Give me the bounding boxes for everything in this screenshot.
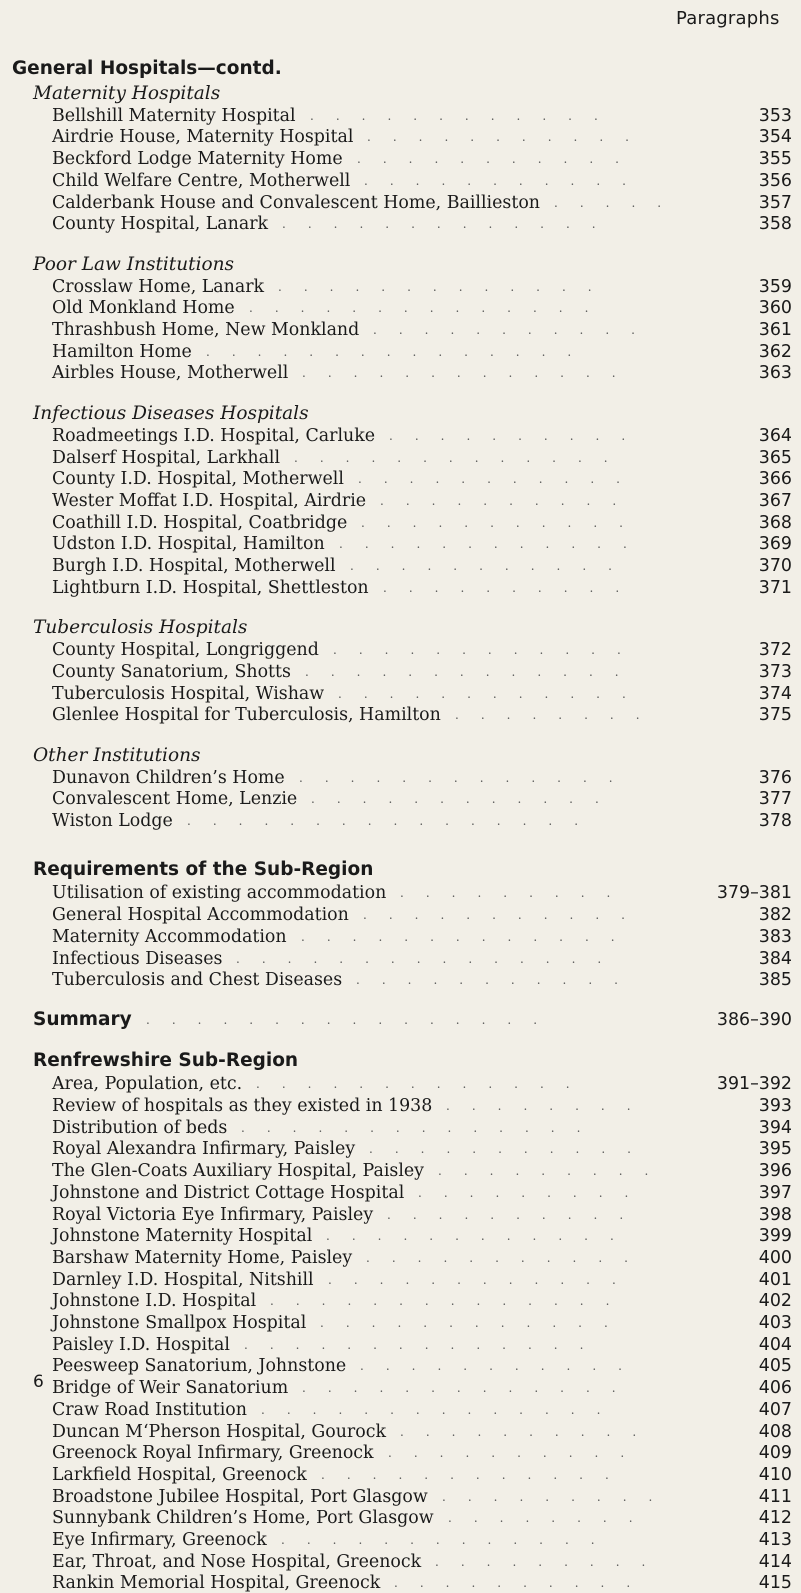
entry-label: Tuberculosis and Chest Diseases xyxy=(52,970,343,991)
leader-dots: .......... xyxy=(394,1576,653,1591)
leader-dots: .......... xyxy=(380,493,639,508)
leader-dots: ................ xyxy=(146,1012,560,1027)
entry-label: Wiston Lodge xyxy=(52,811,173,831)
entry-row xyxy=(52,1205,792,1225)
entry-label: General Hospital Accommodation xyxy=(52,905,349,926)
paragraph-number: 403 xyxy=(758,1313,792,1333)
entry-row xyxy=(52,448,792,468)
entry-row xyxy=(52,171,792,191)
entry-label: Udston I.D. Hospital, Hamilton xyxy=(52,534,325,555)
leader-dots: ........... xyxy=(364,173,648,188)
entry-label: Greenock Royal Infirmary, Greenock xyxy=(52,1443,374,1464)
paragraph-number: 374 xyxy=(758,683,792,704)
paragraph-number: 384 xyxy=(758,948,792,969)
paragraph-number: 363 xyxy=(758,363,792,384)
paragraph-number: 397 xyxy=(758,1182,792,1203)
heading-requirements: Requirements of the Sub-Region xyxy=(33,858,374,880)
entry-label: Crosslaw Home, Lanark xyxy=(52,276,265,297)
entry-label: Bridge of Weir Sanatorium xyxy=(52,1378,289,1399)
leader-dots: ............ xyxy=(320,1316,630,1330)
entry-label: Hamilton Home xyxy=(52,341,192,362)
entry-row xyxy=(52,127,792,147)
entry-label: Maternity Accommodation xyxy=(52,926,287,947)
entry-row xyxy=(52,1161,792,1181)
entry-label: The Glen-Coats Auxiliary Hospital, Paisley xyxy=(52,1161,424,1182)
leader-dots: ........... xyxy=(356,973,640,988)
paragraph-number: 373 xyxy=(758,661,792,682)
entry-label: Craw Road Institution xyxy=(52,1399,247,1420)
entry-label: Coathill I.D. Hospital, Coatbridge xyxy=(52,512,348,533)
entry-row xyxy=(52,1552,792,1572)
leader-dots: ......... xyxy=(442,1489,675,1504)
entry-row xyxy=(52,1291,792,1311)
leader-dots: ......... xyxy=(400,886,633,901)
leader-dots: ............ xyxy=(310,108,620,123)
paragraph-number: 393 xyxy=(758,1096,792,1116)
entry-row xyxy=(52,705,792,725)
paragraph-number: 366 xyxy=(758,469,792,490)
leader-dots: ............. xyxy=(294,450,630,465)
page-heading xyxy=(12,58,282,79)
entry-row xyxy=(52,1356,792,1376)
leader-dots: ........... xyxy=(361,515,645,530)
leader-dots: .............. xyxy=(261,1402,623,1417)
paragraph-number: 358 xyxy=(758,214,792,235)
paragraph-number: 407 xyxy=(758,1399,792,1420)
leader-dots: ............. xyxy=(256,1077,592,1092)
paragraph-number: 401 xyxy=(758,1269,792,1290)
paragraph-number: 365 xyxy=(758,447,792,468)
paragraph-number: 375 xyxy=(758,705,792,726)
paragraph-number: 395 xyxy=(758,1139,792,1160)
entry-row xyxy=(52,1443,792,1463)
leader-dots: .............. xyxy=(270,1294,632,1309)
paragraph-number: 377 xyxy=(758,789,792,810)
leader-dots: .............. xyxy=(241,1120,603,1135)
entry-label: Infectious Diseases xyxy=(52,948,223,969)
entry-label: Roadmeetings I.D. Hospital, Carluke xyxy=(52,425,376,446)
paragraph-number: 414 xyxy=(758,1551,792,1572)
paragraph-number: 396 xyxy=(758,1161,792,1182)
paragraph-number: 354 xyxy=(758,127,792,148)
paragraph-number: 398 xyxy=(758,1204,792,1225)
paragraph-number: 391–392 xyxy=(716,1074,792,1095)
leader-dots: ............ xyxy=(339,537,649,552)
entry-label: Peesweep Sanatorium, Johnstone xyxy=(52,1356,347,1377)
entry-label: County Sanatorium, Shotts xyxy=(52,661,291,682)
paragraph-number: 408 xyxy=(758,1421,792,1442)
entry-row xyxy=(52,106,792,126)
entry-row xyxy=(52,513,792,533)
entry-label: County Hospital, Longriggend xyxy=(52,640,319,661)
leader-dots: .............. xyxy=(249,301,611,316)
paragraph-number: 410 xyxy=(758,1464,792,1485)
entry-label: Tuberculosis Hospital, Wishaw xyxy=(52,683,325,704)
entry-row xyxy=(52,1226,792,1246)
entry-row xyxy=(52,1422,792,1442)
entry-row xyxy=(52,927,792,947)
entry-row xyxy=(52,1270,792,1290)
leader-dots: .......... xyxy=(383,580,642,595)
leader-dots: ............. xyxy=(282,217,618,232)
leader-dots: ................ xyxy=(187,814,601,828)
entry-row xyxy=(52,1139,792,1159)
entry-label: Larkfield Hospital, Greenock xyxy=(52,1464,307,1485)
entry-row xyxy=(52,1378,792,1398)
leader-dots: ........... xyxy=(366,1250,650,1265)
entry-label: Burgh I.D. Hospital, Motherwell xyxy=(52,556,336,576)
entry-label: Royal Alexandra Infirmary, Paisley xyxy=(52,1139,356,1160)
entry-label: Glenlee Hospital for Tuberculosis, Hamilton xyxy=(52,705,441,726)
paragraph-number: 406 xyxy=(758,1378,792,1399)
paragraph-number: 371 xyxy=(758,577,792,598)
entry-row xyxy=(52,1096,792,1116)
paragraph-number: 361 xyxy=(758,320,792,340)
entry-label: Airbles House, Motherwell xyxy=(52,363,289,384)
paragraph-number: 385 xyxy=(758,970,792,991)
entry-row xyxy=(52,1118,792,1138)
entry-row xyxy=(52,1573,792,1593)
paragraph-number: 394 xyxy=(758,1117,792,1138)
leader-dots: .............. xyxy=(244,1337,606,1352)
leader-dots: ............. xyxy=(278,279,614,294)
leader-dots: ........... xyxy=(358,472,642,487)
leader-dots: ............ xyxy=(328,1272,638,1287)
paragraph-number: 386–390 xyxy=(716,1009,792,1030)
entry-label: Rankin Memorial Hospital, Greenock xyxy=(52,1573,381,1593)
paragraph-number: 399 xyxy=(758,1226,792,1247)
entry-label: Summary xyxy=(33,1008,132,1030)
page-heading-text: General Hospitals—contd. xyxy=(12,58,282,79)
leader-dots: ........... xyxy=(357,152,641,167)
entry-label: Child Welfare Centre, Motherwell xyxy=(52,170,351,191)
heading-renfrewshire: Renfrewshire Sub-Region xyxy=(33,1049,299,1071)
entry-label: Johnstone I.D. Hospital xyxy=(52,1291,257,1312)
leader-dots: ........ xyxy=(455,708,662,723)
entry-row xyxy=(52,426,792,446)
leader-dots: ............. xyxy=(281,1533,617,1547)
leader-dots: ........... xyxy=(350,559,634,573)
leader-dots: ............... xyxy=(206,344,594,359)
page-number: 6 xyxy=(33,1372,44,1392)
leader-dots: ........... xyxy=(369,1142,653,1157)
entry-label: Johnstone Smallpox Hospital xyxy=(52,1313,307,1333)
leader-dots: ............. xyxy=(302,366,638,381)
entry-row xyxy=(52,556,792,576)
leader-dots: ............ xyxy=(338,686,648,701)
entry-label: Beckford Lodge Maternity Home xyxy=(52,149,343,170)
paragraph-number: 370 xyxy=(758,556,792,576)
leader-dots: ............ xyxy=(311,792,621,807)
entry-row xyxy=(52,193,792,213)
entry-row xyxy=(52,1183,792,1203)
paragraph-number: 362 xyxy=(758,341,792,362)
paragraph-number: 360 xyxy=(758,298,792,319)
leader-dots: .......... xyxy=(400,1424,659,1439)
entry-row xyxy=(52,1465,792,1485)
paragraph-number: 368 xyxy=(758,512,792,533)
entry-row xyxy=(52,363,792,383)
entry-row xyxy=(52,277,792,297)
entry-row xyxy=(52,1400,792,1420)
entry-label: Utilisation of existing accommodation xyxy=(52,883,387,904)
entry-row xyxy=(52,1487,792,1507)
entry-row xyxy=(52,534,792,554)
column-header-paragraphs: Paragraphs xyxy=(676,8,780,29)
leader-dots: ............ xyxy=(321,1467,631,1482)
paragraph-number: 402 xyxy=(758,1291,792,1312)
paragraph-number: 383 xyxy=(758,926,792,947)
paragraph-number: 357 xyxy=(758,192,792,213)
subheading-poor-law: Poor Law Institutions xyxy=(33,253,235,275)
entry-row xyxy=(52,491,792,511)
leader-dots: ............. xyxy=(302,1381,638,1396)
paragraph-number: 415 xyxy=(758,1573,792,1593)
entry-label: Darnley I.D. Hospital, Nitshill xyxy=(52,1269,314,1290)
paragraph-number: 409 xyxy=(758,1443,792,1464)
entry-label: Johnstone and District Cottage Hospital xyxy=(52,1182,405,1203)
leader-dots: ......... xyxy=(438,1164,671,1179)
leader-dots: ........... xyxy=(367,130,651,145)
entry-label: Calderbank House and Convalescent Home, Baillieston xyxy=(52,192,540,213)
leader-dots: ........ xyxy=(446,1099,653,1113)
entry-label: Royal Victoria Eye Infirmary, Paisley xyxy=(52,1204,374,1225)
entry-row xyxy=(52,811,792,831)
subheading-tuberculosis: Tuberculosis Hospitals xyxy=(33,617,248,639)
paragraph-number: 379–381 xyxy=(716,883,792,904)
entry-row xyxy=(52,1074,792,1094)
entry-label: Wester Moffat I.D. Hospital, Airdrie xyxy=(52,490,367,511)
entry-label: Review of hospitals as they existed in 1938 xyxy=(52,1096,433,1116)
leader-dots: ............... xyxy=(236,951,624,966)
leader-dots: ............. xyxy=(301,929,637,944)
entry-label: Duncan M‘Pherson Hospital, Gourock xyxy=(52,1421,386,1442)
entry-label: Ear, Throat, and Nose Hospital, Greenock xyxy=(52,1551,422,1572)
paragraph-number: 400 xyxy=(758,1247,792,1268)
summary-row xyxy=(33,1010,792,1030)
leader-dots: ........... xyxy=(373,323,657,337)
paragraph-number: 369 xyxy=(758,534,792,555)
entry-row xyxy=(52,320,792,340)
entry-label: Airdrie House, Maternity Hospital xyxy=(52,127,354,148)
entry-row xyxy=(52,883,792,903)
subheading-other: Other Institutions xyxy=(33,744,201,766)
leader-dots: .......... xyxy=(387,1207,646,1222)
entry-row xyxy=(52,342,792,362)
paragraph-number: 353 xyxy=(758,105,792,126)
entry-row xyxy=(52,768,792,788)
entry-label: Eye Infirmary, Greenock xyxy=(52,1530,267,1550)
entry-label: Dunavon Children’s Home xyxy=(52,767,285,788)
entry-row xyxy=(52,640,792,660)
leader-dots: .......... xyxy=(389,428,648,443)
entry-row xyxy=(52,214,792,234)
entry-label: Convalescent Home, Lenzie xyxy=(52,789,298,810)
paragraph-number: 359 xyxy=(758,276,792,297)
entry-label: Old Monkland Home xyxy=(52,298,235,319)
paragraph-number: 378 xyxy=(758,811,792,831)
paragraph-number: 376 xyxy=(758,767,792,788)
paragraph-number: 404 xyxy=(758,1334,792,1355)
leader-dots: ........ xyxy=(448,1511,655,1526)
leader-dots: ............. xyxy=(305,664,641,679)
entry-label: Lightburn I.D. Hospital, Shettleston xyxy=(52,577,369,598)
entry-row xyxy=(52,1248,792,1268)
leader-dots: ............ xyxy=(326,1229,636,1244)
entry-row xyxy=(52,578,792,598)
entry-label: County Hospital, Lanark xyxy=(52,214,269,235)
paragraph-number: 364 xyxy=(758,425,792,446)
leader-dots: ............ xyxy=(333,643,643,658)
paragraph-number: 413 xyxy=(758,1530,792,1550)
paragraph-number: 372 xyxy=(758,640,792,661)
leader-dots: ......... xyxy=(435,1554,668,1569)
leader-dots: ............. xyxy=(299,770,635,785)
leader-dots: ........... xyxy=(360,1359,644,1374)
subheading-maternity: Maternity Hospitals xyxy=(33,83,221,104)
entry-label: Broadstone Jubilee Hospital, Port Glasgow xyxy=(52,1486,428,1507)
entry-row xyxy=(52,970,792,990)
entry-row xyxy=(52,469,792,489)
paragraph-number: 405 xyxy=(758,1356,792,1377)
entry-row xyxy=(52,684,792,704)
entry-label: Thrashbush Home, New Monkland xyxy=(52,320,360,340)
entry-label: Johnstone Maternity Hospital xyxy=(52,1226,313,1247)
entry-row xyxy=(52,1335,792,1355)
entry-row xyxy=(52,149,792,169)
entry-row xyxy=(52,1530,792,1550)
entry-label: Area, Population, etc. xyxy=(52,1074,243,1095)
leader-dots: ......... xyxy=(418,1185,651,1200)
entry-row xyxy=(52,298,792,318)
entry-label: County I.D. Hospital, Motherwell xyxy=(52,469,344,490)
entry-label: Distribution of beds xyxy=(52,1117,228,1138)
leader-dots: ........... xyxy=(363,908,647,923)
entry-row xyxy=(52,662,792,682)
entry-row xyxy=(52,949,792,969)
entry-row xyxy=(52,1313,792,1333)
paragraph-number: 412 xyxy=(758,1508,792,1529)
entry-row xyxy=(52,905,792,925)
entry-label: Paisley I.D. Hospital xyxy=(52,1334,230,1355)
subheading-infectious: Infectious Diseases Hospitals xyxy=(33,403,309,425)
paragraph-number: 356 xyxy=(758,170,792,191)
entry-label: Dalserf Hospital, Larkhall xyxy=(52,447,281,468)
entry-row xyxy=(52,789,792,809)
paragraph-number: 367 xyxy=(758,490,792,511)
leader-dots: .......... xyxy=(388,1446,647,1461)
entry-label: Sunnybank Children’s Home, Port Glasgow xyxy=(52,1508,434,1529)
paragraph-number: 382 xyxy=(758,905,792,926)
entry-label: Barshaw Maternity Home, Paisley xyxy=(52,1247,353,1268)
paragraph-number: 355 xyxy=(758,149,792,170)
entry-label: Bellshill Maternity Hospital xyxy=(52,105,296,126)
paragraph-number: 411 xyxy=(758,1486,792,1507)
entry-row xyxy=(52,1508,792,1528)
leader-dots: ..... xyxy=(554,195,684,210)
